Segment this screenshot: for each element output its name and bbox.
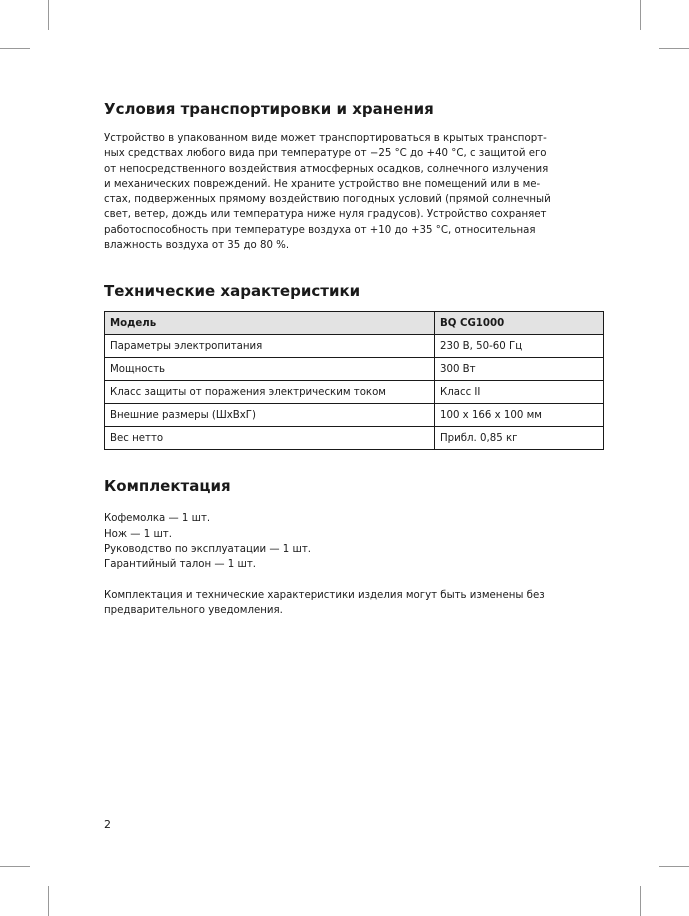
table-row: [105, 358, 604, 381]
table-row: [105, 427, 604, 450]
crop-mark-top-right-horizontal: [659, 48, 689, 49]
spec-name-cell: Вес нетто: [105, 427, 435, 450]
spec-name-cell: Класс защиты от поражения электрическим током: [105, 381, 435, 404]
page-number: 2: [104, 818, 111, 831]
table-row: [105, 335, 604, 358]
spec-name-cell: Модель: [105, 312, 435, 335]
crop-mark-bottom-left-vertical: [48, 886, 49, 916]
table-row: [105, 404, 604, 427]
list-item: Руководство по эксплуатации — 1 шт.: [104, 543, 312, 555]
package-note: Комплектация и технические характеристики изделия могут быть изменены без предварительного уведомления.: [104, 589, 545, 616]
spec-value-cell: BQ CG1000: [435, 312, 604, 335]
spec-value-cell: 300 Вт: [435, 358, 604, 381]
specs-table: [104, 311, 604, 450]
crop-mark-bottom-right-horizontal: [659, 866, 689, 867]
specs-section-title: Технические характеристики: [104, 282, 361, 301]
spec-name-cell: Мощность: [105, 358, 435, 381]
crop-mark-bottom-right-vertical: [640, 886, 641, 916]
spec-value-cell: 100 х 166 х 100 мм: [435, 404, 604, 427]
spec-value-cell: Прибл. 0,85 кг: [435, 427, 604, 450]
table-header-row: [105, 312, 604, 335]
storage-section-title: Условия транспортировки и хранения: [104, 100, 434, 118]
crop-mark-top-left-vertical: [48, 0, 49, 30]
spec-name-cell: Параметры электропитания: [105, 335, 435, 358]
crop-mark-bottom-left-horizontal: [0, 866, 30, 867]
list-item: Кофемолка — 1 шт.: [104, 513, 211, 525]
package-section-title: Комплектация: [104, 477, 231, 496]
page-content: [104, 98, 604, 618]
spec-value-cell: Класс II: [435, 381, 604, 404]
spec-value-cell: 230 В, 50-60 Гц: [435, 335, 604, 358]
crop-mark-top-left-horizontal: [0, 48, 30, 49]
storage-paragraph: Устройство в упакованном виде может транспортироваться в крытых транспорт- ных средствах любого вида при температуре от −25 °С до +40 °С, с защитой его от непосредственного воздействия атмосферных осадков, солнечного излучения и механических повреждений. Не храните устройство вне помещений или в ме- стах, подверженных прямому воздействию погодных условий (прямой солнечный свет, ветер, дождь или температура ниже нуля градусов). Устройство сохраняет работоспособность при температуре воздуха от +10 до +35 °С, относительная влажность воздуха от 35 до 80 %.: [104, 133, 551, 252]
table-row: [105, 381, 604, 404]
list-item: Нож — 1 шт.: [104, 528, 172, 540]
crop-mark-top-right-vertical: [640, 0, 641, 30]
package-list: [104, 511, 604, 572]
spec-name-cell: Внешние размеры (ШхВхГ): [105, 404, 435, 427]
list-item: Гарантийный талон — 1 шт.: [104, 559, 257, 571]
